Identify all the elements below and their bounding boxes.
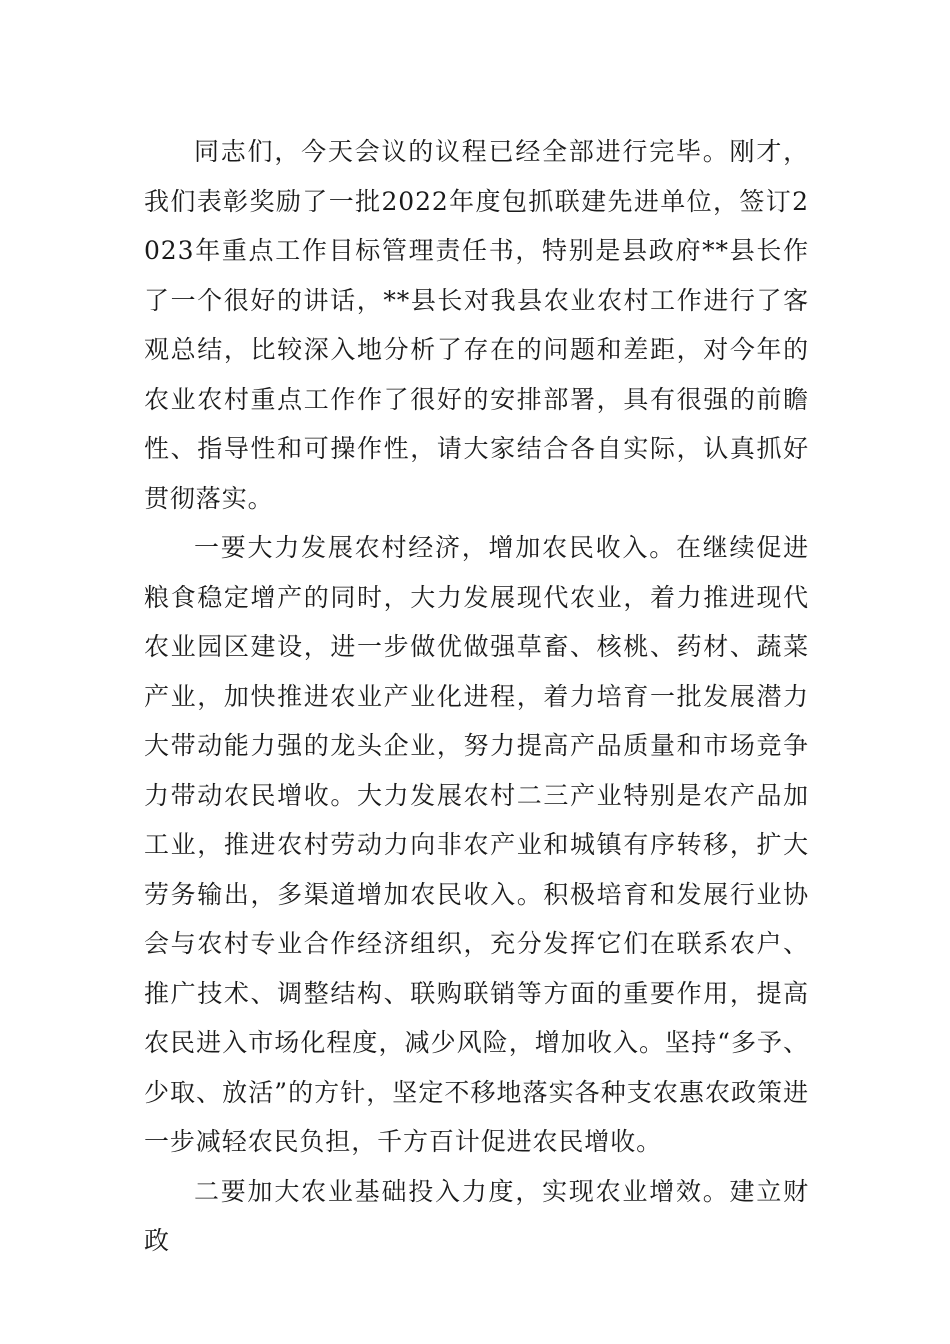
paragraph-agriculture-investment: 二要加大农业基础投入力度，实现农业增效。建立财政 (144, 1176, 809, 1255)
paragraph-opening: 同志们，今天会议的议程已经全部进行完毕。刚才，我们表彰奖励了一批2022年度包抓联建先进单位，签订2023年重点工作目标管理责任书，特别是县政府**县长作了一个很好的讲话，**县长对我县农业农村工作进行了客观总结，比较深入地分析了存在的问题和差距，对今年的农业农村重点工作作了很好的安排部署，具有很强的前瞻性、指导性和可操作性，请大家结合各自实际，认真抓好贯彻落实。 (144, 137, 809, 513)
document-body (144, 127, 809, 1266)
paragraph-rural-economy: 一要大力发展农村经济，增加农民收入。在继续促进粮食稳定增产的同时，大力发展现代农业，着力推进现代农业园区建设，进一步做优做强草畜、核桃、药材、蔬菜产业，加快推进农业产业化进程，着力培育一批发展潜力大带动能力强的龙头企业，努力提高产品质量和市场竞争力带动农民增收。大力发展农村二三产业特别是农产品加工业，推进农村劳动力向非农产业和城镇有序转移，扩大劳务输出，多渠道增加农民收入。积极培育和发展行业协会与农村专业合作经济组织，充分发挥它们在联系农户、推广技术、调整结构、联购联销等方面的重要作用，提高农民进入市场化程度，减少风险，增加收入。坚持“多予、少取、放活”的方针，坚定不移地落实各种支农惠农政策进一步减轻农民负担，千方百计促进农民增收。 (144, 533, 809, 1156)
